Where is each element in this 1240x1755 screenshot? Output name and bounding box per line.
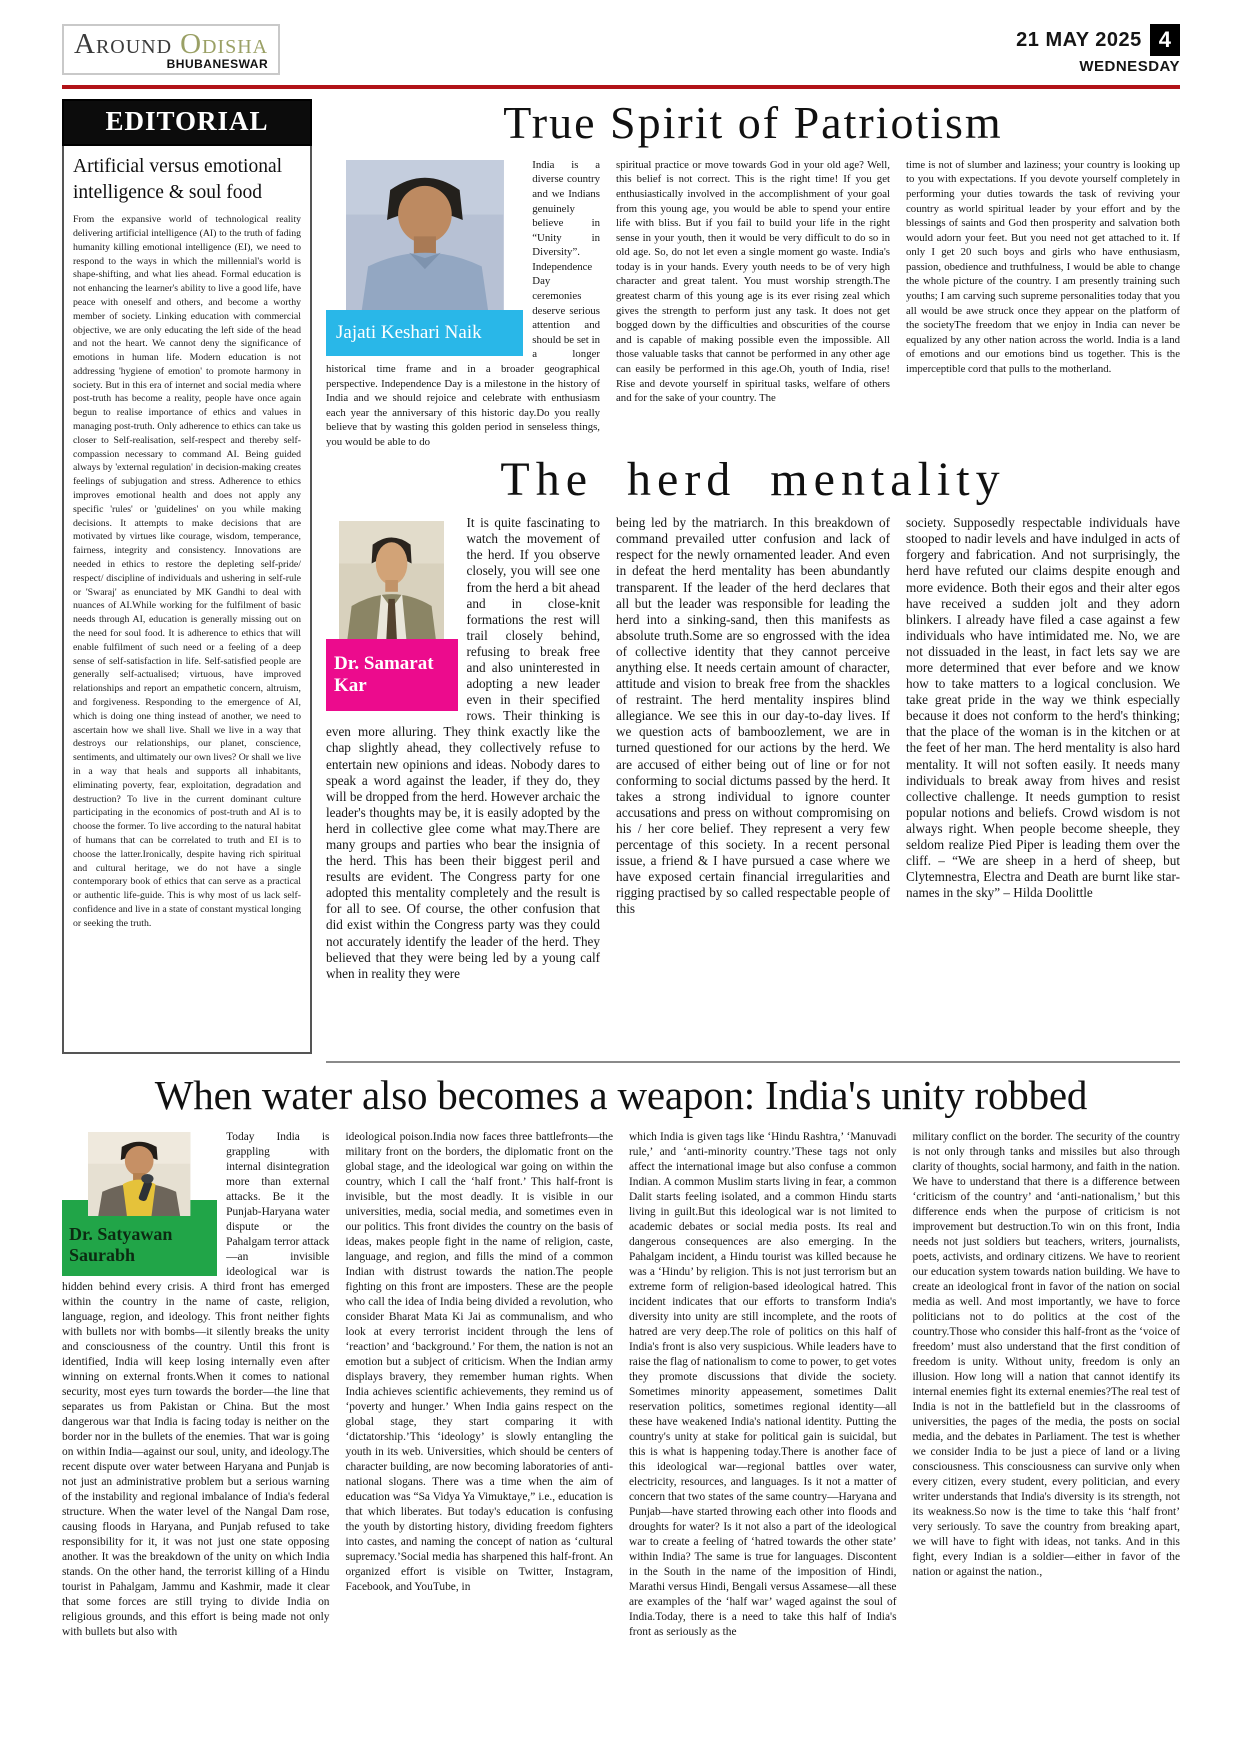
water-column-1 bbox=[62, 1130, 330, 1744]
masthead bbox=[62, 24, 1180, 89]
water-col2-text: ideological poison.India now faces three battlefronts—the military front on the borders, the diplomatic front on the global stage, and the ideological war going on within the country, which I call the ‘half front.’ This half-front is invisible, but the most deadly. It is visible in our universities, media, social media, and sometimes even in our politics. This front divides the country on the basis of ideas, makes people fight in the name of religion, caste, language, and region, and fills the mind of a common Indian with distrust towards the nation.The people fighting on this front are imposters. These are the people who call the idea of India being divided a revolution, who consider Bharat Mata Ki Jai as communalism, and who look at every terrorist incident through the lens of ‘reaction’ and ‘background.’ For them, the nation is not an emotion but a subject of criticism. When the Indian army displays bravery, they remember human rights. When India achieves scientific achievements, they remind us of ‘poverty and hunger.’ When India gains respect on the global stage, they start comparing it with ‘dictatorship.’This ‘ideology’ is slowly entangling the youth in its web. Universities, which should be centers of character building, are now becoming laboratories of anti-national slogans. There was a time when the aim of education was “Sa Vidya Ya Vimuktaye,” i.e., education is that which liberates. But today's education is confusing the youth by distorting history, dividing freedom fighters into castes, and naming the concept of nation as ‘cultural supremacy.’Social media has sharpened this half-front. An organized effort is visible on Twitter, Instagram, Facebook, and YouTube, in bbox=[345, 1131, 613, 1594]
patriotism-headline: True Spirit of Patriotism bbox=[503, 97, 1003, 149]
right-articles bbox=[326, 99, 1180, 1063]
editorial-section-label: EDITORIAL bbox=[62, 99, 312, 146]
herd-col1-text: It is quite fascinating to watch the movement of the herd. If you observe closely, you will see one from the herd a bit ahead and in close-knit formations the rest will trail closely behind, refusing to break free and also uninterested in adopting a new leader even in their specified rows. Their thinking is even more alluring. They think exactly like the chap slightly ahead, they collectively refuse to entertain new opinions and ideas. Nobody dares to speak a word against the leader, if they do, they will be dropped from the herd. However archaic the leader's thoughts may be, it is easily adopted by the herd in collective glee come what may.There are many groups and parties who bear the insignia of the herd. This has been their biggest peril and results are evident. The Congress party for one adopted this mentality completely and the result is for all to see. Of course, the other confusion that did exist within the Congress party was they could not accurately identify the leader of the herd. They believed that they were being led by a young calf when in reality they were bbox=[326, 515, 600, 981]
patriotism-column-3 bbox=[906, 158, 1180, 447]
editorial-body: From the expansive world of technological reality delivering artificial intelligence (AI) to the truth of fading humanity killing emotional intelligence (EI), we need to respond to the ways in which the millennial's world is shape-shifting, and what lies ahead. Formal education is not enhancing the learner's ability to live a good life, have peace with oneself and others, and become a worthy member of society. Linking education with commercial objective, we are only educating the left side of the head and not the heart. We cannot deny the significance of emotions in human life. Modern education is not addressing 'hygiene of emotion' to promote harmony in society. But in this era of internet and social media where post-truth has become a reality, people have once again begun to realise importance of ethics and values in managing post-truth. Only adherence to ethics can take us closer to Self-realisation, self-respect and thereby self-compassion necessary to command AI. Being guided always by 'external regulation' in decision-making creates feelings of subjugation and stress. Adherence to ethics improves emotional health and does not apply any specific 'rules' or 'guidelines' on you while making decisions. It attempts to make decisions that are motivated by virtues like courage, wisdom, temperance, fairness, integrity and consistency. Innovations are needed in ethics to restore the depleting self-pride/ respect/ discipline of individuals and ushering in self-rule or 'Swaraj' as enunciated by MK Gandhi to deal with nuances of AI.While working for the fulfilment of basic needs through AI, education is generally missing out on the need for soul food. It is adherence to ethics that will enable fulfilment of such need or a feeling of a deep sense of self-satisfaction in life. Self-satisfied people are generally self-actualised; virtuous, have improved relationships and report an empathetic concern, altruism, and forgiveness. Responding to the emergence of AI, which is doing one thing instead of another, we need to ascertain how we shall live. Shall we live in a way that destroys our relationships, our planet, conscience, sentiments, and ultimately our own lives? Or shall we live in a way that heals and supports all inhabitants, eliminating poverty, fear, exploitation, degradation and destruction? To live in the current dominant culture participating in the economics of post-truth and AI is to choose the former. To live according to the natural habitat of humans that can be correlated to truth and EI is to choose the latter.Ironically, despite having rich spiritual and cultural heritage, we do not have a single contemporary book of ethics that can serve as a practical or authentic life-guide. This is why most of us lack self-confidence and live in a state of constant mystical longing or seeking the truth. bbox=[73, 214, 302, 929]
article-water-weapon bbox=[62, 1073, 1180, 1744]
water-col4-text: military conflict on the border. The security of the country is not only through tanks and missiles but also through clarity of thoughts, social harmony, and faith in the nation. We have to understand that there is a difference between ‘criticism of the country’ and ‘anti-nationalism,’ but this difference ends when the purpose of criticism is not improvement but destruction.To win on this front, India needs not just soldiers but teachers, writers, journalists, poets, activists, and ordinary citizens. We have to reorient our education system towards nation building. We have to create an ideological front in favor of the nation on social media as well. And most importantly, we have to force politicians not to do politics at the cost of the country.Those who consider this half-front as the ‘voice of freedom’ must also understand that the first condition of freedom is unity. Without unity, freedom is only an illusion. How long will a nation that cannot identify its internal enemies fight its external enemies?The real test of India is not in the battlefield but in the classrooms of universities, the pages of the media, the posts on social media, and the debates in Parliament. The test is whether we consider India to be just a piece of land or a living consciousness. This consciousness can survive only when every citizen, every student, every politician, and every writer understands that India's diversity is its strength, not its weakness.So now is the time to take this ‘half front’ very seriously. To save the country from breaking apart, we will have to fight with ideas, not tanks. And in this fight, every Indian is a soldier—either in favor of the nation or against the nation., bbox=[912, 1131, 1180, 1579]
issue-weekday: WEDNESDAY bbox=[1079, 58, 1180, 76]
patriotism-author-nameplate: Jajati Keshari Naik bbox=[326, 310, 523, 356]
water-col3-text: which India is given tags like ‘Hindu Rashtra,’ ‘Manuvadi rule,’ and ‘anti-minority country.’These tags not only affect the international image but also confuse a common Indian. A common Muslim starts living in fear, a common Dalit starts feeling isolated, and a common Hindu starts living in guilt.But this ideological war is not limited to academic debates or social media posts. Its real and dangerous consequences are also emerging. In the Pahalgam incident, a Hindu tourist was killed because he was a ‘Hindu’ by religion. This is not just terrorism but an extreme form of religion-based ideological hatred. This incident indicates that our efforts to transform India's diversity into unity are still incomplete, and the roots of hatred are very deep.The role of politics on this half of India's front is also very suspicious. While leaders have to raise the flag of nationalism to come to power, to get votes they promote discussions that divide the society. Sometimes minority appeasement, sometimes Dalit reservation politics, sometimes regional identity—all these have weakened India's national identity. Putting the country's unity at stake for political gain is suicidal, but this is what is happening today.There is another face of this ideological war—regional battles over water, electricity, resources, and languages. Is it not a matter of concern that two states of the same country—Haryana and Punjab—have started throwing each other into floods and droughts for water? Is it not also a part of the ideological war to create a feeling of ‘hatred towards the other state’ within India? The same is true for languages. Discontent in the South in the name of the imposition of Hindi, Marathi versus Hindi, Bengali versus Assamese—all these are examples of the ‘half war’ waged against the soul of India.Today, there is a need to take this half of India's front as seriously as the bbox=[629, 1131, 897, 1639]
author-photo-samarat bbox=[339, 521, 444, 639]
water-author-block bbox=[62, 1132, 217, 1276]
editorial-box bbox=[62, 146, 312, 1054]
top-section bbox=[62, 99, 1180, 1063]
herd-headline: The herd mentality bbox=[500, 452, 1006, 506]
patriotism-col2-text: spiritual practice or move towards God in your old age? Well, this belief is not correct. This is the right time! If you get enthusiastically involved in the accomplishment of your goal from this young age, you would be able to spend your entire life with bliss. But if you fail to build your life in the right sense in your youth, then it would be very difficult to do so in old age. So, do not let even a single moment go waste. India's today is in your hands. Every youth needs to be of very high character and great talent. You must worship strength.The greatest charm of this young age is its ever rising zeal which gives the strength to perform just any task. It does not get bogged down by the difficulties and obscurities of the course and is capable of making possible even the impossible. All those valuable tasks that cannot be performed in any other age can easily be performed in this age.Oh, youth of India, rise! Rise and devote yourself in spiritual tasks, welfare of others and for the sake of your country. The bbox=[616, 158, 890, 405]
author-photo-jajati bbox=[346, 160, 504, 310]
patriotism-column-1 bbox=[326, 158, 600, 447]
author-photo-satyawan bbox=[88, 1132, 190, 1216]
herd-col3-text: society. Supposedly respectable individuals have stooped to nadir levels and have indulged in acts of forgery and fabrication. And not surprisingly, the herd have refuted our claims despite enough and more evidence. Both their egos and their alter egos have received a sudden jolt and they adorn blinkers. I already have filed a case against a few individuals who have intimidated me. No, we are not dissuaded in the least, in fact lets say we are more determined that ever before and we know how to take matters to a logical conclusion. We take great pride in the way we think especially because it does not conform to the herd's thinking; that the place of the woman is in the kitchen or at the feet of her man. The herd mentality is also hard mentality. It will not soften easily. It needs many individuals to break away from hives and resist collective challenge. It needs gumption to resist popular notions and beliefs. Crowd wisdom is not always right. When people become sheeple, they seldom realize Pied Piper is leading them over the cliff. – “We are sheep in a herd of sheep, but Clytemnestra, Electra and Death are burnt like star-names in the sky” – Hilda Doolittle bbox=[906, 515, 1180, 901]
editorial-section bbox=[62, 99, 312, 1063]
herd-col2-text: being led by the matriarch. In this breakdown of command prevailed utter confusion and lack of respect for the newly ornamented leader. And even in defeat the herd mentality has been abundantly transparent. If the leader of the herd declares that all but the leader was responsible for leading the herd into a sinking-sand, then this manifests as absolute truth.Some are so engrossed with the idea of collective identity that they cannot perceive anything else. It needs certain amount of character, attitude and vision to break free from the shackles of restraint. The herd mentality inspires blind allegiance. We see this in our day-to-day lives. If we question acts of bamboozlement, we are in turned questioned for our actions by the herd. We are accused of either being out of line or for not conforming to social dictums passed by the herd. It takes a strong individual to ignore counter accusations and press on without compromising on his / her core belief. They represent a very few percentage of this society. In a recent personal issue, a friend & I have pursued a case where we have exposed certain financial irregularities and rigging practised by so called respectable people of this bbox=[616, 515, 890, 917]
patriotism-column-2 bbox=[616, 158, 890, 447]
herd-column-3 bbox=[906, 515, 1180, 1055]
article-patriotism bbox=[326, 99, 1180, 446]
herd-column-1 bbox=[326, 515, 600, 1055]
herd-column-2 bbox=[616, 515, 890, 1055]
water-col1-text: Today India is grappling with internal disintegration more than external attacks. Be it the Punjab-Haryana water dispute or the Pahalgam terror attack—an invisible ideological war is hidden behind every crisis. A third front has emerged within the country in the name of caste, religion, language, region, and ideology. This front neither fights with bullets nor with bombs—it silently breaks the unity and consciousness of the country. Until this front is identified, India will keep losing internally even after winning on external fronts.When it comes to national security, most eyes turn towards the border—the line that separates us from Pakistan or China. But the most dangerous war that India is facing today is neither on the border nor in the bullets of the enemies. That war is going on within India—against our soul, unity, and ideology.The recent dispute over water between Haryana and Punjab is not just an administrative problem but a serious warning of the instability and regional imbalance of India's federal structure. When the water level of the Nangal Dam rose, causing floods in Haryana, and Punjab refused to take responsibility for it, it was not just one state opposing another. It was the breakdown of the unity on which India stands. On the other hand, the terrorist killing of a Hindu tourist in Pahalgam, Jammu and Kashmir, made it clear that some forces are still trying to divide India on religious grounds, and this effort is being made not only with bullets but also with bbox=[62, 1131, 330, 1639]
patriotism-col3-text: time is not of slumber and laziness; your country is looking up to you with expectations. If you devote yourself completely in performing your duties towards the task of reviving your country as world spiritual leader by your effort and by the blessings of saints and God then prosperity and salvation both would adorn your feet. But you need not get attached to it. If only I get 20 such boys and girls who have enthusiasm, passion, obedience and truthfulness, I would be able to change the whole picture of the country. I am presently training such youths; I am carving such supreme personalities today that you all would be awe struck once they appear on the platform of the societyThe freedom that we enjoy in India can never be equalized by any other nation across the world. India is a land of emotions and our emotions bind us together. This is the imperceptible cord that pulls to the motherland. bbox=[906, 158, 1180, 376]
patriotism-col1-text: India is a diverse country and we Indians genuinely believe in “Unity in Diversity”. Independence Day ceremonies deserve serious attention and should be set in a longer historical time frame and in a broader geographical perspective. Independence Day is a milestone in the history of India and we should rejoice and celebrate with enthusiasm each year the anniversary of this historic day.Do you really believe that by wasting this golden period in senseless things, you would be able to do bbox=[326, 158, 600, 447]
brand-name bbox=[74, 29, 268, 59]
water-column-2 bbox=[346, 1130, 614, 1744]
water-author-nameplate: Dr. Satyawan Saurabh bbox=[62, 1200, 217, 1276]
herd-author-block bbox=[326, 521, 458, 711]
brand-word-around: Around bbox=[74, 28, 173, 60]
herd-author-nameplate: Dr. Samarat Kar bbox=[326, 639, 458, 711]
brand-city: BHUBANESWAR bbox=[166, 57, 269, 72]
water-column-4 bbox=[913, 1130, 1181, 1744]
page-number-badge: 4 bbox=[1150, 24, 1180, 56]
patriotism-author-block bbox=[326, 160, 523, 356]
brand-word-odisha: Odisha bbox=[180, 28, 269, 60]
water-column-3 bbox=[629, 1130, 897, 1744]
editorial-title: Artificial versus emotional intelligence & soul food bbox=[73, 156, 283, 203]
water-headline: When water also becomes a weapon: India's unity robbed bbox=[154, 1072, 1088, 1119]
date-block bbox=[1016, 24, 1180, 75]
article-herd-mentality bbox=[326, 452, 1180, 1055]
masthead-logo bbox=[62, 24, 280, 75]
issue-date: 21 MAY 2025 bbox=[1016, 28, 1142, 51]
